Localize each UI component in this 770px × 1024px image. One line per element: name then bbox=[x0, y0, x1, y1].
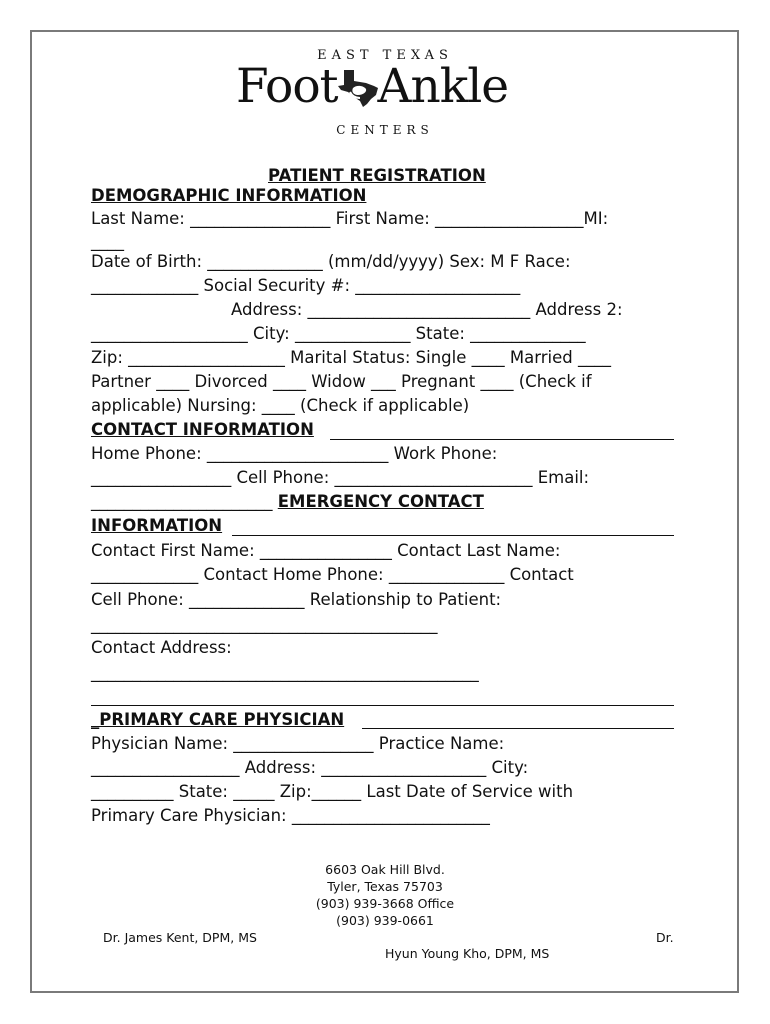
birth-line: Date of Birth: ______________ (mm/dd/yyyy) Sex: M F Race: bbox=[91, 252, 571, 271]
zip-marital-line: Zip: ___________________ Marital Status: Single ____ Married ____ bbox=[91, 348, 611, 367]
address-line: Address: ___________________________ Address 2: bbox=[231, 300, 623, 319]
ssn-line: _____________ Social Security #: ____________________ bbox=[91, 276, 521, 295]
physician-address-line: __________________ Address: ____________________ City: bbox=[91, 758, 529, 777]
pcp-header: _PRIMARY CARE PHYSICIAN bbox=[91, 710, 345, 729]
logo-right-word: Ankle bbox=[377, 59, 509, 114]
emergency-header-cont: INFORMATION bbox=[91, 516, 223, 535]
relationship-blank: __________________________________________ bbox=[91, 615, 438, 634]
address-line-2: Tyler, Texas 75703 bbox=[327, 879, 443, 894]
emergency-header-rule bbox=[232, 535, 674, 536]
contact-home-phone-line: _____________ Contact Home Phone: ______________ Contact bbox=[91, 565, 574, 584]
physician-name-line: Physician Name: _________________ Practice Name: bbox=[91, 734, 505, 753]
contact-name-line: Contact First Name: ________________ Contact Last Name: bbox=[91, 541, 561, 560]
office-phone: (903) 939-3668 Office bbox=[315, 896, 455, 911]
doctor-2: Hyun Young Kho, DPM, MS bbox=[385, 946, 550, 961]
contact-address-blank: _______________________________________________ bbox=[91, 663, 479, 682]
email-line bbox=[91, 491, 484, 513]
texas-foot-icon bbox=[336, 68, 380, 108]
pcp-header-rule bbox=[362, 728, 674, 729]
partner-line: Partner ____ Divorced ____ Widow ___ Pregnant ____ (Check if bbox=[91, 372, 592, 391]
form-title: PATIENT REGISTRATION bbox=[268, 166, 486, 185]
doctor-2-prefix: Dr. bbox=[656, 930, 674, 945]
address-line-1: 6603 Oak Hill Blvd. bbox=[325, 862, 445, 877]
city-state-line: ___________________ City: ______________ State: ______________ bbox=[91, 324, 586, 343]
clinic-logo bbox=[230, 48, 540, 143]
applicable-line: applicable) Nursing: ____ (Check if applicable) bbox=[91, 396, 470, 415]
demographic-header: DEMOGRAPHIC INFORMATION bbox=[91, 186, 367, 205]
mi-line: ____ bbox=[91, 232, 124, 251]
logo-left-word: Foot bbox=[236, 59, 338, 114]
doctor-1: Dr. James Kent, DPM, MS bbox=[103, 930, 257, 945]
home-phone-line: Home Phone: ______________________ Work Phone: bbox=[91, 444, 498, 463]
contact-address-label: Contact Address: bbox=[91, 638, 232, 657]
contact-cell-line: Cell Phone: ______________ Relationship to Patient: bbox=[91, 590, 502, 609]
alt-phone: (903) 939-0661 bbox=[336, 913, 434, 928]
contact-header: CONTACT INFORMATION bbox=[91, 420, 314, 439]
cell-phone-line: _________________ Cell Phone: ________________________ Email: bbox=[91, 468, 590, 487]
emergency-header: EMERGENCY CONTACT bbox=[277, 492, 484, 511]
pcp-line: Primary Care Physician: ________________________ bbox=[91, 806, 490, 825]
physician-state-line: __________ State: _____ Zip:______ Last Date of Service with bbox=[91, 782, 574, 801]
logo-main-text bbox=[236, 59, 509, 114]
clinic-address bbox=[280, 861, 490, 929]
email-blank: ______________________ bbox=[91, 492, 278, 511]
name-line: Last Name: _________________ First Name: __________________MI: bbox=[91, 209, 609, 228]
contact-header-rule bbox=[330, 439, 674, 440]
logo-bottom-text: CENTERS bbox=[336, 123, 434, 137]
logo-top-text: EAST TEXAS bbox=[317, 48, 453, 63]
contact-address-rule bbox=[91, 705, 674, 706]
